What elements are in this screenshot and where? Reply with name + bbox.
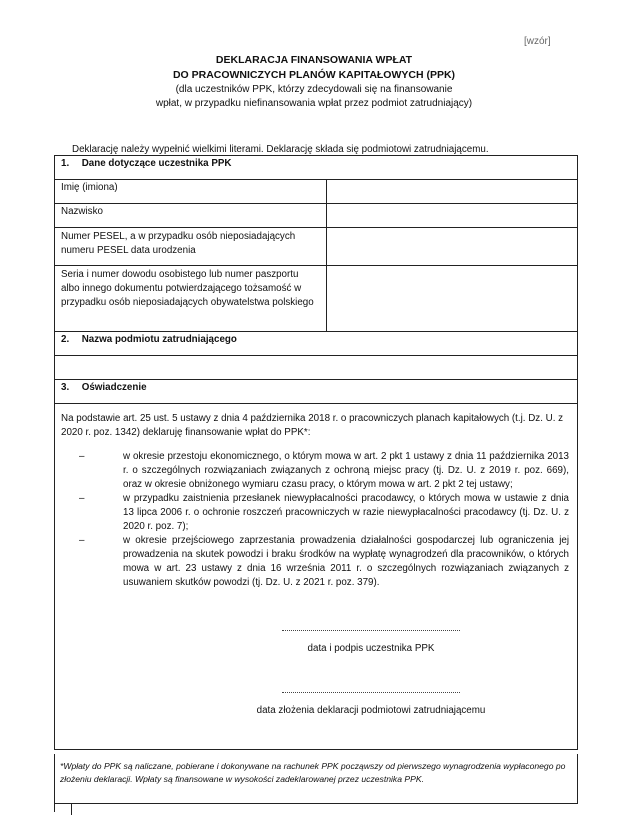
section-3-header — [55, 380, 578, 404]
list-item — [61, 492, 569, 534]
statement-item-1: w okresie przestoju ekonomicznego, o którym mowa w art. 2 pkt 1 ustawy z dnia 11 października 2013 r. o szczególnych rozwiązaniach związanych z ochroną miejsc pracy (tj. Dz. U. z 2019 r. poz. 669), oraz w okresie obniżonego wymiaru czasu pracy, o którym mowa w art. 2 pkt 2 tej ustawy; — [123, 451, 569, 490]
statement-list — [61, 450, 569, 590]
submission-date-line[interactable] — [282, 682, 460, 693]
dash-marker: – — [79, 493, 85, 504]
pesel-label: Numer PESEL, a w przypadku osób nieposiadających numeru PESEL data urodzenia — [55, 228, 327, 266]
pesel-field[interactable] — [326, 228, 577, 266]
list-item — [61, 534, 569, 590]
statement-cell — [55, 404, 578, 750]
section-2-header — [55, 332, 578, 356]
document-title-line-1: DEKLARACJA FINANSOWANIA WPŁAT — [215, 54, 413, 66]
statement-item-2: w przypadku zaistnienia przesłanek niewypłacalności pracodawcy, o których mowa w ustawie z dnia 13 lipca 2006 r. o ochronie roszczeń pracowniczych w razie niewypłacalności pracodawcy (tj. Dz. U. z 2020 r. poz. 7); — [123, 493, 569, 532]
surname-label: Nazwisko — [55, 204, 327, 228]
template-marker: [wzór] — [524, 36, 551, 47]
participant-signature-line[interactable] — [282, 620, 460, 631]
employer-name-field[interactable] — [55, 356, 578, 380]
section-1-number: 1. — [61, 158, 70, 169]
document-subtitle-line-1: (dla uczestników PPK, którzy zdecydowali się na finansowanie — [175, 84, 453, 95]
statement-item-3: w okresie przejściowego zaprzestania prowadzenia działalności gospodarczej lub ograniczenia jej prowadzenia na skutek powodzi i braku środków na wypłatę wynagrodzeń dla pracowników, o których mowa w art. 23 ustawy z dnia 16 września 2011 r. o szczególnych rozwiązaniach związanych z usuwaniem skutków powodzi (tj. Dz. U. z 2021 r. poz. 379). — [123, 535, 569, 588]
submission-date-label: data złożenia deklaracji podmiotowi zatrudniającemu — [256, 705, 486, 716]
first-name-label: Imię (imiona) — [55, 180, 327, 204]
page-edge-mark — [71, 803, 72, 815]
list-item — [61, 450, 569, 492]
participant-signature-block — [261, 620, 481, 656]
id-document-label: Seria i numer dowodu osobistego lub numer paszportu albo innego dokumentu potwierdzającego tożsamość w przypadku osób nieposiadających obywatelstwa polskiego — [55, 266, 327, 332]
declaration-form-table — [54, 155, 578, 750]
section-1-header — [55, 156, 578, 180]
document-title-line-2: DO PRACOWNICZYCH PLANÓW KAPITAŁOWYCH (PPK) — [172, 69, 456, 81]
footnote-border-right — [577, 754, 578, 804]
submission-date-block — [211, 682, 531, 718]
id-document-field[interactable] — [326, 266, 577, 332]
dash-marker: – — [79, 535, 85, 546]
section-3-number: 3. — [61, 382, 70, 393]
fill-instruction: Deklarację należy wypełnić wielkimi literami. Deklarację składa się podmiotowi zatrudniającemu. — [72, 144, 489, 155]
dash-marker: – — [79, 451, 85, 462]
document-subtitle-line-2: wpłat, w przypadku niefinansowania wpłat przez podmiot zatrudniający) — [155, 98, 473, 109]
participant-signature-label: data i podpis uczestnika PPK — [307, 643, 435, 654]
section-1-title: Dane dotyczące uczestnika PPK — [81, 158, 232, 169]
footnote-border-bottom — [54, 803, 578, 804]
section-3-title: Oświadczenie — [81, 382, 147, 393]
statement-intro: Na podstawie art. 25 ust. 5 ustawy z dnia 4 października 2018 r. o pracowniczych planach kapitałowych (t.j. Dz. U. z 2020 r. poz. 1342) deklaruję finansowanie wpłat do PPK*: — [61, 413, 564, 438]
section-2-number: 2. — [61, 334, 70, 345]
surname-field[interactable] — [326, 204, 577, 228]
footnote: *Wpłaty do PPK są naliczane, pobierane i dokonywane na rachunek PPK począwszy od pierwszego wynagrodzenia wypłaconego po złożeniu deklaracji. Wpłaty są finansowane w wysokości zadeklarowanej przez uczestnika PPK. — [60, 761, 566, 784]
first-name-field[interactable] — [326, 180, 577, 204]
section-2-title: Nazwa podmiotu zatrudniającego — [81, 334, 237, 345]
